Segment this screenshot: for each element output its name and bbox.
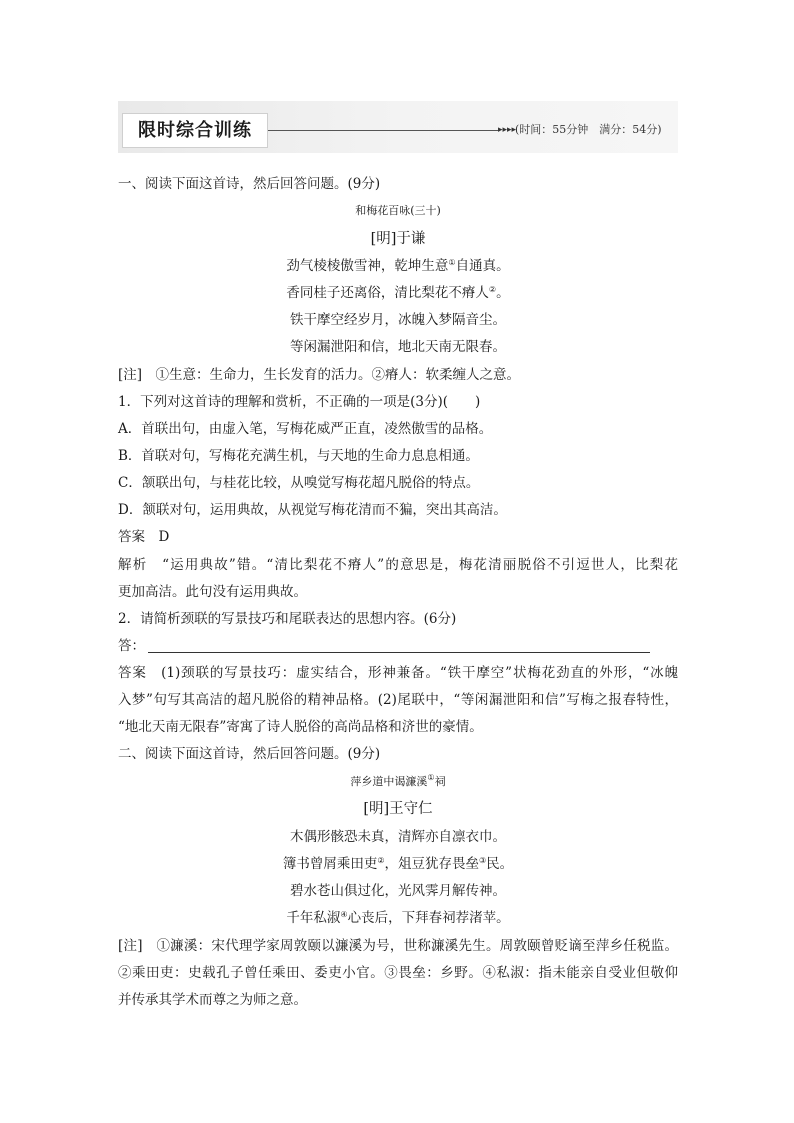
footnote-marker: ② <box>488 285 497 294</box>
answer-blank-line[interactable] <box>148 652 650 653</box>
answer-prompt: 答： <box>118 638 145 654</box>
question2-answer: “地北天南无限春”寄寓了诗人脱俗的高尚品格和济世的豪情。 <box>118 719 483 735</box>
poem2-line: 簿书曾屑乘田吏②，俎豆犹存畏垒③民。 <box>282 856 514 872</box>
poem2-line: 木偶形骸恐未真，清辉亦自凛衣巾。 <box>290 829 506 845</box>
question1-analysis: 解析 “运用典故”错。“清比梨花不瘠人”的意思是，梅花清丽脱俗不引逗世人，比梨花 <box>118 557 678 573</box>
poem1-note: [注] ①生意：生命力，生长发育的活力。②瘠人：软柔缠人之意。 <box>118 367 521 383</box>
section1-heading: 一、阅读下面这首诗，然后回答问题。(9分) <box>118 176 381 192</box>
title-rule <box>268 130 498 131</box>
question1-option-d: D．颔联对句，运用典故，从视觉写梅花清而不猵，突出其高洁。 <box>118 502 507 518</box>
question1-stem: 1．下列对这首诗的理解和赏析，不正确的一项是(3分)( ) <box>118 394 481 410</box>
time-score-info: (时间：55分钟 满分：54分) <box>515 123 662 136</box>
poem2-note: [注] ①濂溪：宋代理学家周敦颐以濂溪为号，世称濂溪先生。周敦颐曾贬谪至萍乡任税监。 <box>118 938 678 954</box>
poem1-title: 和梅花百咏(三十) <box>355 204 441 217</box>
poem2-author: [明]王守仁 <box>363 801 433 817</box>
poem2-line: 千年私淑④心丧后，下拜春祠荐渚苹。 <box>286 910 510 926</box>
footnote-marker: ② <box>377 856 385 865</box>
poem1-author: [明]于谦 <box>370 231 426 247</box>
question1-option-a: A．首联出句，由虚入笔，写梅花威严正直，凌然傲雪的品格。 <box>118 421 493 437</box>
question2-stem: 2．请简析颈联的写景技巧和尾联表达的思想内容。(6分) <box>118 611 457 627</box>
arrow-markers: ▸▸▸▸ <box>498 125 517 135</box>
question2-answer: 入梦”句写其高洁的超凡脱俗的精神品格。(2)尾联中，“等闲漏泄阳和信”写梅之报春特性， <box>118 692 678 708</box>
poem2-title: 萍乡道中谒濂溪①祠 <box>350 773 446 788</box>
footnote-marker: ③ <box>479 856 487 865</box>
poem2-note: ②乘田吏：史载孔子曾任乘田、委吏小官。③畏垒：乡野。④私淑：指未能亲自受业但敬仰 <box>118 965 678 981</box>
question1-analysis: 更加高洁。此句没有运用典故。 <box>118 584 307 600</box>
footnote-marker: ① <box>448 258 456 267</box>
poem1-line: 等闲漏泄阳和信，地北天南无限春。 <box>290 339 506 355</box>
question1-option-c: C．颔联出句，与桂花比较，从嗅觉写梅花超凡脱俗的特点。 <box>118 475 480 491</box>
question2-answer: 答案 (1)颈联的写景技巧：虚实结合，形神兼备。“铁干摩空”状梅花劲直的外形，“冰魄 <box>118 665 678 681</box>
page-title: 限时综合训练 <box>122 113 268 148</box>
poem2-note: 并传承其学术而尊之为师之意。 <box>118 992 307 1008</box>
section2-heading: 二、阅读下面这首诗，然后回答问题。(9分) <box>118 746 381 762</box>
question1-option-b: B．首联对句，写梅花充满生机，与天地的生命力息息相通。 <box>118 448 479 464</box>
poem1-line: 香同桂子还离俗，清比梨花不瘠人②。 <box>286 285 510 301</box>
poem1-line: 铁干摩空经岁月，冰魄入梦隔音尘。 <box>290 312 506 328</box>
question1-answer: 答案 D <box>118 529 170 545</box>
poem2-line: 碧水苍山俱过化，光风霁月解传神。 <box>290 883 506 899</box>
footnote-marker: ① <box>427 773 435 782</box>
footnote-marker: ④ <box>340 910 348 919</box>
poem1-line: 劲气棱棱傲雪神，乾坤生意①自通真。 <box>286 258 510 274</box>
